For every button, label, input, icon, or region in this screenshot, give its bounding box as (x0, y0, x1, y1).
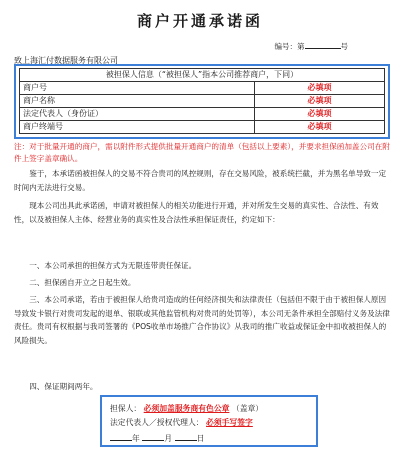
month-blank[interactable] (142, 432, 164, 441)
doc-number-prefix: 第 (297, 42, 305, 51)
merchant-id-field[interactable]: 必填项 (255, 82, 385, 95)
info-table-row (20, 82, 385, 95)
guaranteed-party-info-table (19, 68, 385, 134)
signature-highlight-box (100, 395, 318, 447)
paragraph-background: 鉴于，本承诺函被担保人的交易不符合贵司的风控规则，存在交易风险，被系统拦截，并为黑名单导致一定时间内无法进行交易。 (14, 169, 387, 192)
guarantor-seal-suffix: （盖章） (231, 404, 264, 413)
guarantor-seal-field[interactable]: 必须加盖服务商有色公章 (143, 404, 230, 413)
info-table-highlight-box (14, 64, 390, 139)
clause-1: 一、本公司承担的担保方式为无限连带责任保证。 (29, 261, 197, 270)
info-table-row (20, 121, 385, 134)
year-label: 年 (132, 434, 140, 443)
paragraph-request: 现本公司出具此承诺函，申请对被担保人的相关功能进行开通，并对所发生交易的真实性、合法性、有效性，以及被担保人主体、经营业务的真实性及合法性承担保证责任，约定如下： (14, 201, 379, 224)
info-table-row (20, 95, 385, 108)
terminal-id-field[interactable]: 必填项 (255, 121, 385, 134)
signatory-label: 法定代表人／授权代理人： (110, 418, 204, 427)
legal-rep-label: 法定代表人（身份证） (20, 108, 255, 121)
clause-2: 二、担保函自开立之日起生效。 (29, 278, 136, 287)
document-number (275, 40, 349, 52)
info-table-header-row (20, 69, 385, 82)
guarantor-row (110, 403, 263, 414)
addressee: 致上海汇付数据服务有限公司 (14, 56, 118, 65)
doc-number-label: 编号： (274, 42, 297, 51)
legal-rep-row (110, 417, 253, 428)
clause-3: 三、本公司承诺，若由于被担保人给贵司造成的任何经济损失和法律责任（包括但不限于由于被担保人原因导致发卡银行对贵司发起的退单、银联或其他监管机构对贵司的处罚等），本公司无条件承担全部赔付义务及法律责任。贵司有权根据与我司签署的《POS收单市场推广合作协议》从我司的推广收益或保证金中扣收被担保人的风险损失。 (14, 295, 390, 345)
document-title: 商户开通承诺函 (136, 12, 263, 30)
clause-4: 四、保证期间两年。 (29, 382, 98, 391)
day-blank[interactable] (175, 432, 197, 441)
terminal-id-label: 商户终端号 (20, 121, 255, 134)
guarantor-label: 担保人： (110, 404, 142, 413)
doc-number-blank[interactable] (305, 40, 341, 49)
batch-note: 注：对于批量开通的商户，需以附件形式提供批量开通商户的清单（包括以上要素），并要求担保函加盖公司在附件上签字盖章确认。 (14, 142, 390, 163)
doc-number-suffix: 号 (340, 42, 348, 51)
merchant-name-field[interactable]: 必填项 (255, 95, 385, 108)
day-label: 日 (196, 434, 205, 443)
info-table-row (20, 108, 385, 121)
info-table-header: 被担保人信息（“被担保人”指本公司推荐商户，下同） (20, 69, 385, 82)
merchant-name-label: 商户名称 (20, 95, 255, 108)
date-row (110, 432, 204, 444)
legal-rep-field[interactable]: 必填项 (255, 108, 385, 121)
year-blank[interactable] (110, 432, 132, 441)
month-label: 月 (164, 434, 173, 443)
signature-field[interactable]: 必须手写签字 (206, 418, 253, 427)
merchant-id-label: 商户号 (20, 82, 255, 95)
